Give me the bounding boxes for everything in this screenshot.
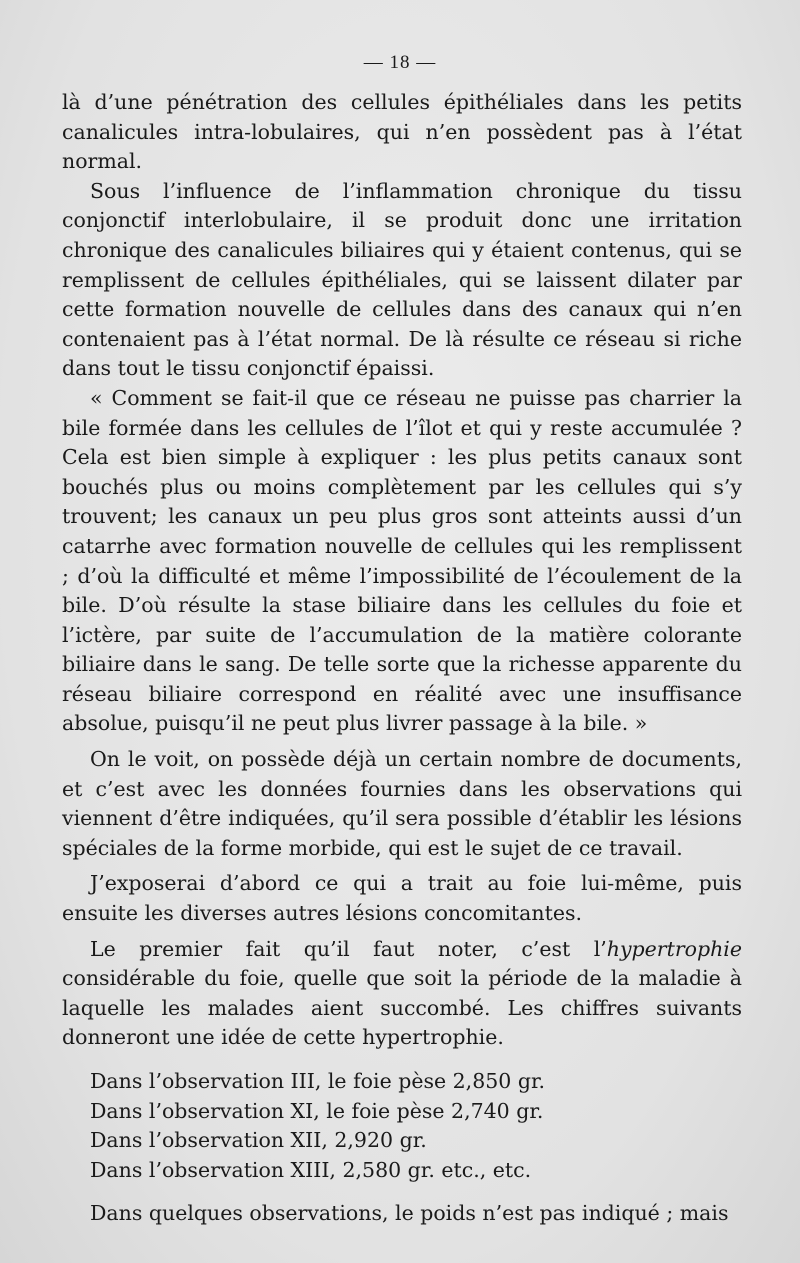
weight-line: Dans l’observation XI, le foie pèse 2,740 gr. xyxy=(90,1098,544,1123)
paragraph-documents: On le voit, on possède déjà un certain nombre de documents, et c’est avec les données fournies dans les observations qui viennent d’être indiquées, qu’il sera possible d’établir les lésions spéciales de la forme morbide, qui est le sujet de ce travail. xyxy=(62,747,742,860)
hypertrophy-text-before: Le premier fait qu’il faut noter, c’est l’ xyxy=(90,936,607,961)
hypertrophy-emphasis: hypertrophie xyxy=(606,936,742,961)
weight-line: Dans l’observation XIII, 2,580 gr. etc., etc. xyxy=(90,1157,532,1182)
body-text xyxy=(62,88,742,1229)
hypertrophy-text-after: considérable du foie, quelle que soit la période de la maladie à laquelle les malades aient succombé. Les chiffres suivants donneront une idée de cette hypertrophie. xyxy=(62,966,742,1050)
weight-line: Dans l’observation III, le foie pèse 2,850 gr. xyxy=(90,1069,546,1093)
paragraph-final: Dans quelques observations, le poids n’est pas indiqué ; mais xyxy=(90,1201,729,1226)
paragraph-continuation: là d’une pénétration des cellules épithéliales dans les petits canalicules intra-lobulaires, qui n’en possèdent pas à l’état normal. xyxy=(62,90,742,174)
paragraph-hypertrophy xyxy=(62,935,742,1053)
paragraph-inflammation: Sous l’influence de l’inflammation chronique du tissu conjonctif interlobulaire, il se produit donc une irritation chronique des canalicules biliaires qui y étaient contenus, qui se remplissent de cellules épithéliales, qui se laissent dilater par cette formation nouvelle de cellules dans des canaux qui n’en contenaient pas à l’état normal. De là résulte ce réseau si riche dans tout le tissu conjonctif épaissi. xyxy=(62,178,742,381)
paragraph-exposition: J’exposerai d’abord ce qui a trait au foie lui-même, puis ensuite les diverses autres lésions concomitantes. xyxy=(62,871,742,926)
paragraph-quote: « Comment se fait-il que ce réseau ne puisse pas charrier la bile formée dans les cellules de l’îlot et qui y reste accumulée ? Cela est bien simple à expliquer : les plus petits canaux sont bouchés plus ou moins complètement par les cellules qui s’y trouvent; les canaux un peu plus gros sont atteints aussi d’un catarrhe avec formation nouvelle de cellules qui les remplissent ; d’où la difficulté et même l’impossibilité de l’écoulement de la bile. D’où résulte la stase biliaire dans les cellules du foie et l’ictère, par suite de l’accumulation de la matière colorante biliaire dans le sang. De telle sorte que la richesse apparente du réseau biliaire correspond en réalité avec une insuffisance absolue, puisqu’il ne peut plus livrer passage à la bile. » xyxy=(62,385,742,736)
weight-line: Dans l’observation XII, 2,920 gr. xyxy=(90,1128,427,1153)
page-number: — 18 — xyxy=(363,52,437,73)
liver-weights-list xyxy=(62,1067,742,1185)
